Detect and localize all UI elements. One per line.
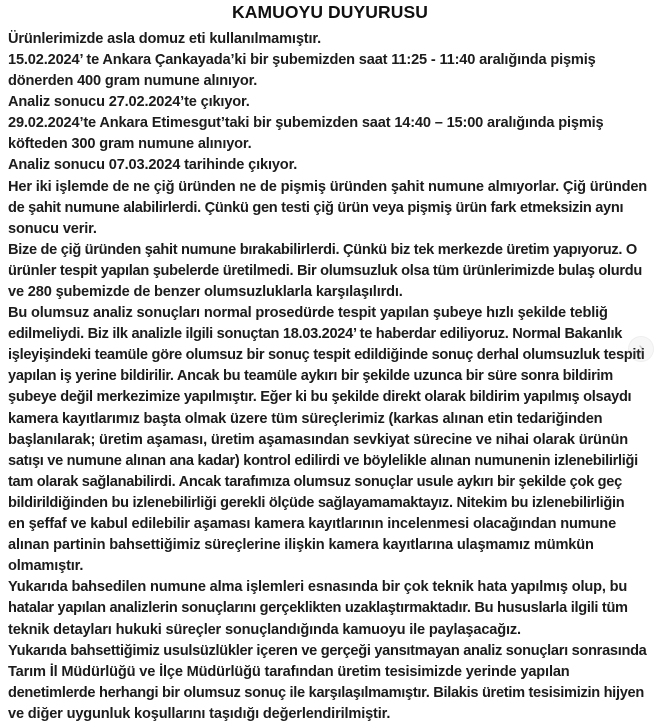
announcement-line: tam olarak sağlanabilirdi. Ancak tarafımıza olumsuz sonuçlar usule aykırı bir şekilde çok geç (8, 473, 622, 490)
announcement-line: de şahit numune alabilirlerdi. Çünkü gen testi çiğ ürün veya pişmiş ürün fark etmeksizin aynı (8, 199, 624, 216)
announcement-line: ürünler tespit yapılan şubelerde üretilmedi. Bir olumsuzluk olsa tüm ürünlerimizde bulaş olurdu (8, 262, 643, 279)
announcement-line: işleyişindeki teamüle göre olumsuz bir sonuç tespit edildiğinde sonuç derhal olumsuzluk tespiti (8, 347, 645, 364)
announcement-line: sonucu verir. (8, 220, 97, 237)
chevron-right-icon (636, 344, 647, 355)
announcement-line: Bu olumsuz analiz sonuçları normal prosedürde tespit yapılan şubeye hızlı şekilde tebliğ (8, 305, 608, 322)
announcement-line: denetimlerde herhangi bir olumsuz sonuç ile karşılaşılmamıştır. Bilakis üretim tesisimizin hijyen (8, 684, 644, 701)
announcement-body (0, 29, 660, 725)
announcement-line: şubeye değil merkezimize yapılmıştır. Eğer ki bu şekilde direkt olarak bildirim yapılmış olsaydı (8, 389, 632, 406)
announcement-line: Bize de çiğ üründen şahit numune bırakabilirlerdi. Çünkü biz tek merkezde üretim yapıyoruz. O (8, 241, 637, 258)
announcement-line: alınan partinin bahsettiğimiz süreçlerine ilişkin kamera kayıtlarına ulaşmamız mümkün (8, 537, 594, 554)
announcement-line: teknik detayları hukuki süreçler sonuçlandığında kamuoyu ile paylaşacağız. (8, 621, 521, 638)
announcement-line: edilmeliydi. Biz ilk analizle ilgili sonuçtan 18.03.2024’ te haberdar ediliyoruz. Normal Bakanlık (8, 326, 623, 343)
announcement-line: satışı ve numune alınan ana kadar) kontrol edilirdi ve böylelikle alınan numunenin izlenebilirliği (8, 452, 638, 469)
announcement-line: kamera kayıtlarımız başta olmak üzere tüm süreçlerimiz (karkas alınan etin tedariğinden (8, 410, 603, 427)
announcement-line: dönerden 400 gram numune alınıyor. (8, 73, 258, 90)
announcement-line: olmamıştır. (8, 558, 84, 575)
announcement-line: ve diğer uygunluk koşullarını taşıdığı değerlendirilmiştir. (8, 705, 391, 722)
announcement-line: yapılan iş yerine bildirilir. Ancak bu teamüle aykırı bir şekilde uzunca bir süre sonra bildirim (8, 368, 613, 385)
announcement-line: 15.02.2024’ te Ankara Çankayada’ki bir şubemizden saat 11:25 - 11:40 aralığında pişmiş (8, 51, 596, 68)
announcement-line: Analiz sonucu 27.02.2024’te çıkıyor. (8, 94, 250, 111)
announcement-line: 29.02.2024’te Ankara Etimesgut’taki bir şubemizden saat 14:40 – 15:00 aralığında pişmiş (8, 115, 604, 132)
announcement-line: en şeffaf ve kabul edilebilir aşaması kamera kayıtlarının incelenmesi olacağından numune (8, 516, 617, 533)
announcement-line: Yukarıda bahsedilen numune alma işlemleri esnasında bir çok teknik hata yapılmış olup, bu (8, 579, 628, 596)
announcement-line: ve 280 şubemizde de benzer olumsuzluklarla karşılaşılırdı. (8, 284, 403, 300)
announcement-line: Analiz sonucu 07.03.2024 tarihinde çıkıyor. (8, 157, 298, 174)
announcement-line: Her iki işlemde de ne çiğ üründen ne de pişmiş üründen şahit numune almıyorlar. Çiğ üründen (8, 178, 648, 195)
announcement-line: Yukarıda bahsettiğimiz usulsüzlükler içeren ve gerçeği yansıtmayan analiz sonuçları sonrasında (8, 642, 647, 659)
page-title: KAMUOYU DUYURUSU (231, 2, 429, 22)
announcement-line: köfteden 300 gram numune alınıyor. (8, 136, 252, 153)
carousel-next-button[interactable] (628, 336, 654, 362)
announcement-line: Ürünlerimizde asla domuz eti kullanılmamıştır. (8, 30, 321, 47)
announcement-line: Tarım İl Müdürlüğü ve İlçe Müdürlüğü tarafından üretim tesisimizde yerinde yapılan (8, 663, 570, 680)
announcement-line: hatalar yapılan analizlerin sonuçlarını gerçeklikten uzaklaştırmaktadır. Bu hususlarla ilgili tüm (8, 600, 628, 617)
announcement-line: bildirildiğinden bu izlenebilirliği gerekli ölçüde sağlayamamaktayız. Nitekim bu izlenebilirliğin (8, 494, 625, 511)
announcement-line: başlanılarak; üretim aşaması, üretim aşamasından sevkiyat sürecine ve nihai olarak ürünün (8, 431, 629, 448)
